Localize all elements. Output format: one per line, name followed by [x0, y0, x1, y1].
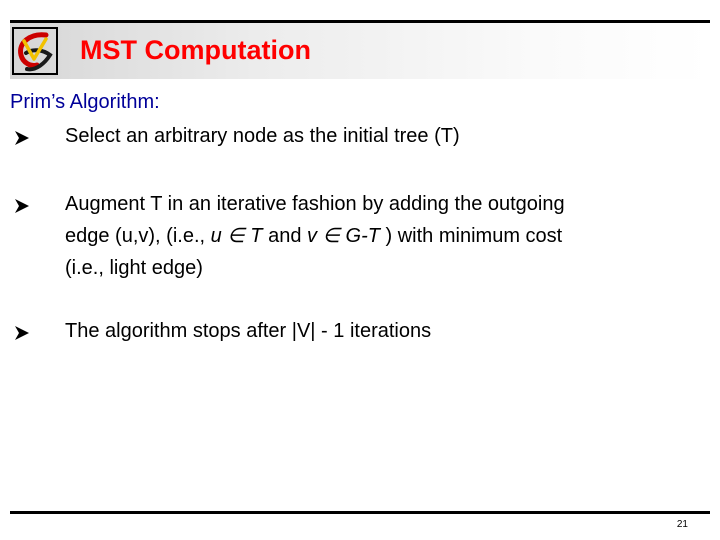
- bullet-item-2: [10, 188, 700, 284]
- bullet-2-in-t: ∈ T: [221, 225, 263, 247]
- bullet-2-line-2: [65, 220, 700, 252]
- slide-title: MST Computation: [80, 35, 311, 65]
- bullet-2-in-g-t: ∈ G-T: [317, 225, 380, 247]
- bullet-2-var-v: v: [307, 225, 317, 247]
- bullet-2-text-b: and: [262, 225, 307, 247]
- title-bar: [10, 20, 710, 79]
- section-heading: Prim’s Algorithm:: [10, 91, 160, 113]
- bullet-2-line-3: (i.e., light edge): [65, 257, 203, 279]
- bullet-2-text-a: edge (u,v), (i.e.,: [65, 225, 211, 247]
- bullet-1-line-1: Select an arbitrary node as the initial tree (T): [65, 125, 460, 147]
- bullet-item-3: [10, 315, 700, 347]
- university-logo-icon: [12, 27, 58, 75]
- bullet-2-text-c: ) with minimum cost: [379, 225, 563, 247]
- bullet-2-line-1: Augment T in an iterative fashion by adding the outgoing: [65, 193, 565, 215]
- bullet-item-1: [10, 120, 700, 152]
- page-number: 21: [676, 519, 688, 530]
- bullet-3-line-1: The algorithm stops after |V| - 1 iterations: [65, 320, 432, 342]
- footer-rule: [10, 511, 710, 514]
- bullet-2-var-u: u: [210, 225, 222, 247]
